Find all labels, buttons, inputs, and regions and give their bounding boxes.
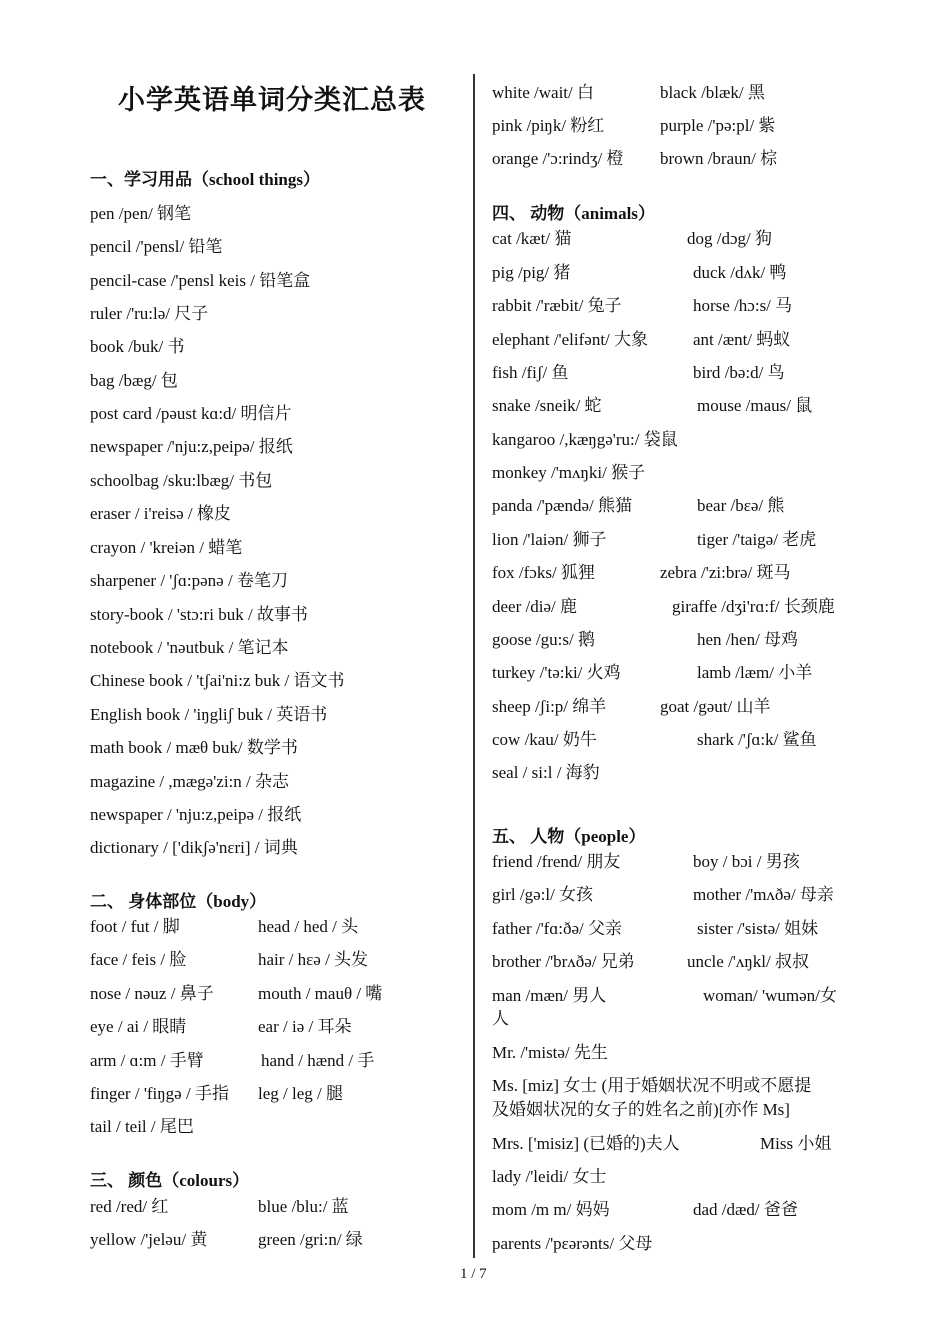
list-item: story-book / 'stɔ:ri buk / 故事书: [90, 605, 308, 624]
heading-close: ）: [303, 170, 320, 189]
heading-en: body: [213, 892, 250, 911]
heading-close: ）: [249, 892, 267, 911]
heading-cn: 五、 人物（: [492, 827, 582, 846]
list-item: hair / hεə / 头发: [258, 950, 369, 969]
list-item: orange /'ɔ:rindʒ/ 橙: [492, 149, 624, 168]
list-item: schoolbag /sku:lbæg/ 书包: [90, 471, 273, 490]
list-item: green /gri:n/ 绿: [258, 1230, 363, 1249]
list-item: face / feis / 脸: [90, 950, 187, 969]
list-item: tiger /'taigə/ 老虎: [697, 530, 817, 549]
heading-en: people: [581, 827, 629, 846]
list-item: dictionary / ['dikʃə'nɛri] / 词典: [90, 838, 298, 857]
list-item: English book / 'iŋgliʃ buk / 英语书: [90, 705, 328, 724]
list-item: seal / si:l / 海豹: [492, 763, 600, 782]
list-item: eraser / i'reisə / 橡皮: [90, 504, 231, 523]
list-item: mouse /maus/ 鼠: [697, 396, 813, 415]
heading-en: animals: [581, 204, 638, 223]
list-item: head / hed / 头: [258, 917, 359, 936]
list-item: mouth / mauθ / 嘴: [258, 984, 383, 1003]
list-item: foot / fut / 脚: [90, 917, 180, 936]
list-item: nose / nəuz / 鼻子: [90, 984, 214, 1003]
list-item: purple /'pə:pl/ 紫: [660, 116, 776, 135]
section-heading-colours: [90, 1166, 249, 1191]
list-item: pencil-case /'pensl keis / 铅笔盒: [90, 271, 311, 290]
list-item: ant /ænt/ 蚂蚁: [693, 330, 791, 349]
list-item: mom /m m/ 妈妈: [492, 1200, 610, 1219]
list-item: tail / teil / 尾巴: [90, 1117, 194, 1136]
list-item: pencil /'pensl/ 铅笔: [90, 237, 223, 256]
section-heading-animals: [492, 199, 655, 224]
list-item: ruler /'ru:lə/ 尺子: [90, 304, 209, 323]
page-title: 小学英语单词分类汇总表: [118, 85, 426, 116]
list-item: lamb /læm/ 小羊: [697, 663, 813, 682]
list-item: Mr. /'mistə/ 先生: [492, 1043, 608, 1062]
list-item: pig /pig/ 猪: [492, 263, 571, 282]
list-item: man /mæn/ 男人: [492, 986, 607, 1005]
list-item: sheep /ʃi:p/ 绵羊: [492, 697, 607, 716]
list-item: post card /pəust kɑ:d/ 明信片: [90, 404, 292, 423]
list-item: yellow /'jeləu/ 黄: [90, 1230, 208, 1249]
list-item: Ms. [miz] 女士 (用于婚姻状况不明或不愿提: [492, 1076, 812, 1095]
list-item: sharpener / 'ʃɑ:pənə / 卷笔刀: [90, 571, 288, 590]
list-item: ear / iə / 耳朵: [258, 1017, 352, 1036]
list-item: uncle /'ʌŋkl/ 叔叔: [687, 952, 809, 971]
list-item: rabbit /'ræbit/ 兔子: [492, 296, 622, 315]
list-item: dog /dɔg/ 狗: [687, 229, 772, 248]
section-heading-school: [90, 165, 320, 190]
list-item: dad /dæd/ 爸爸: [693, 1200, 798, 1219]
section-heading-people: [492, 822, 645, 847]
list-item: fish /fiʃ/ 鱼: [492, 363, 569, 382]
heading-close: ）: [628, 827, 646, 846]
list-item: monkey /'mʌŋki/ 猴子: [492, 463, 646, 482]
list-item: mother /'mʌðə/ 母亲: [693, 885, 834, 904]
heading-cn: 四、 动物（: [492, 204, 582, 223]
list-item: elephant /'elifənt/ 大象: [492, 330, 649, 349]
list-item: 人: [492, 1009, 509, 1028]
heading-en: school things: [209, 170, 303, 189]
list-item: finger / 'fiŋgə / 手指: [90, 1084, 229, 1103]
list-item: Chinese book / 'tʃai'ni:z buk / 语文书: [90, 671, 345, 690]
list-item: 及婚姻状况的女子的姓名之前)[亦作 Ms]: [492, 1100, 790, 1119]
list-item: newspaper /'nju:z,peipə/ 报纸: [90, 437, 293, 456]
list-item: woman/ 'wumən/女: [703, 986, 837, 1005]
list-item: red /red/ 红: [90, 1197, 169, 1216]
list-item: sister /'sistə/ 姐妹: [697, 919, 819, 938]
list-item: fox /fɔks/ 狐狸: [492, 563, 595, 582]
heading-close: ）: [232, 1171, 250, 1190]
page-number: 1 / 7: [460, 1266, 487, 1282]
list-item: friend /frend/ 朋友: [492, 852, 621, 871]
list-item: kangaroo /,kæŋgə'ru:/ 袋鼠: [492, 430, 678, 449]
list-item: parents /'pεərənts/ 父母: [492, 1234, 653, 1253]
heading-close: ）: [637, 204, 655, 223]
list-item: goose /gu:s/ 鹅: [492, 630, 595, 649]
list-item: leg / leg / 腿: [258, 1084, 343, 1103]
heading-en: colours: [179, 1171, 233, 1190]
list-item: shark /'ʃɑ:k/ 鲨鱼: [697, 730, 817, 749]
section-heading-body: [90, 887, 266, 912]
list-item: zebra /'zi:brə/ 斑马: [660, 563, 791, 582]
list-item: hen /hen/ 母鸡: [697, 630, 799, 649]
list-item: giraffe /dʒi'rɑ:f/ 长颈鹿: [672, 597, 835, 616]
list-item: crayon / 'kreiən / 蜡笔: [90, 538, 243, 557]
list-item: snake /sneik/ 蛇: [492, 396, 602, 415]
list-item: cat /kæt/ 猫: [492, 229, 572, 248]
list-item: blue /blu:/ 蓝: [258, 1197, 349, 1216]
heading-cn: 一、学习用品（: [90, 170, 209, 189]
list-item: eye / ai / 眼睛: [90, 1017, 187, 1036]
list-item: math book / mæθ buk/ 数学书: [90, 738, 298, 757]
list-item: magazine / ,mægə'zi:n / 杂志: [90, 772, 289, 791]
list-item: deer /diə/ 鹿: [492, 597, 577, 616]
list-item: boy / bɔi / 男孩: [693, 852, 800, 871]
list-item: Miss 小姐: [760, 1134, 832, 1153]
list-item: newspaper / 'nju:z,peipə / 报纸: [90, 805, 302, 824]
list-item: hand / hænd / 手: [261, 1051, 375, 1070]
list-item: pink /piŋk/ 粉红: [492, 116, 605, 135]
list-item: cow /kau/ 奶牛: [492, 730, 597, 749]
list-item: book /buk/ 书: [90, 337, 185, 356]
list-item: bear /bεə/ 熊: [697, 496, 785, 515]
list-item: turkey /'tə:ki/ 火鸡: [492, 663, 621, 682]
list-item: brother /'brʌðə/ 兄弟: [492, 952, 635, 971]
list-item: black /blæk/ 黑: [660, 83, 765, 102]
list-item: horse /hɔ:s/ 马: [693, 296, 793, 315]
list-item: bag /bæg/ 包: [90, 371, 178, 390]
list-item: notebook / 'nəutbuk / 笔记本: [90, 638, 289, 657]
list-item: duck /dʌk/ 鸭: [693, 263, 787, 282]
list-item: white /wait/ 白: [492, 83, 594, 102]
heading-cn: 二、 身体部位（: [90, 892, 214, 911]
heading-cn: 三、 颜色（: [90, 1171, 180, 1190]
list-item: Mrs. ['misiz] (已婚的)夫人: [492, 1134, 680, 1153]
list-item: arm / ɑ:m / 手臂: [90, 1051, 204, 1070]
list-item: lion /'laiən/ 狮子: [492, 530, 607, 549]
column-divider: [473, 74, 475, 1258]
list-item: lady /'leidi/ 女士: [492, 1167, 607, 1186]
list-item: goat /gəut/ 山羊: [660, 697, 771, 716]
list-item: pen /pen/ 钢笔: [90, 204, 192, 223]
list-item: bird /bə:d/ 鸟: [693, 363, 785, 382]
list-item: girl /gə:l/ 女孩: [492, 885, 594, 904]
list-item: father /'fɑ:ðə/ 父亲: [492, 919, 622, 938]
list-item: brown /braun/ 棕: [660, 149, 778, 168]
list-item: panda /'pændə/ 熊猫: [492, 496, 632, 515]
